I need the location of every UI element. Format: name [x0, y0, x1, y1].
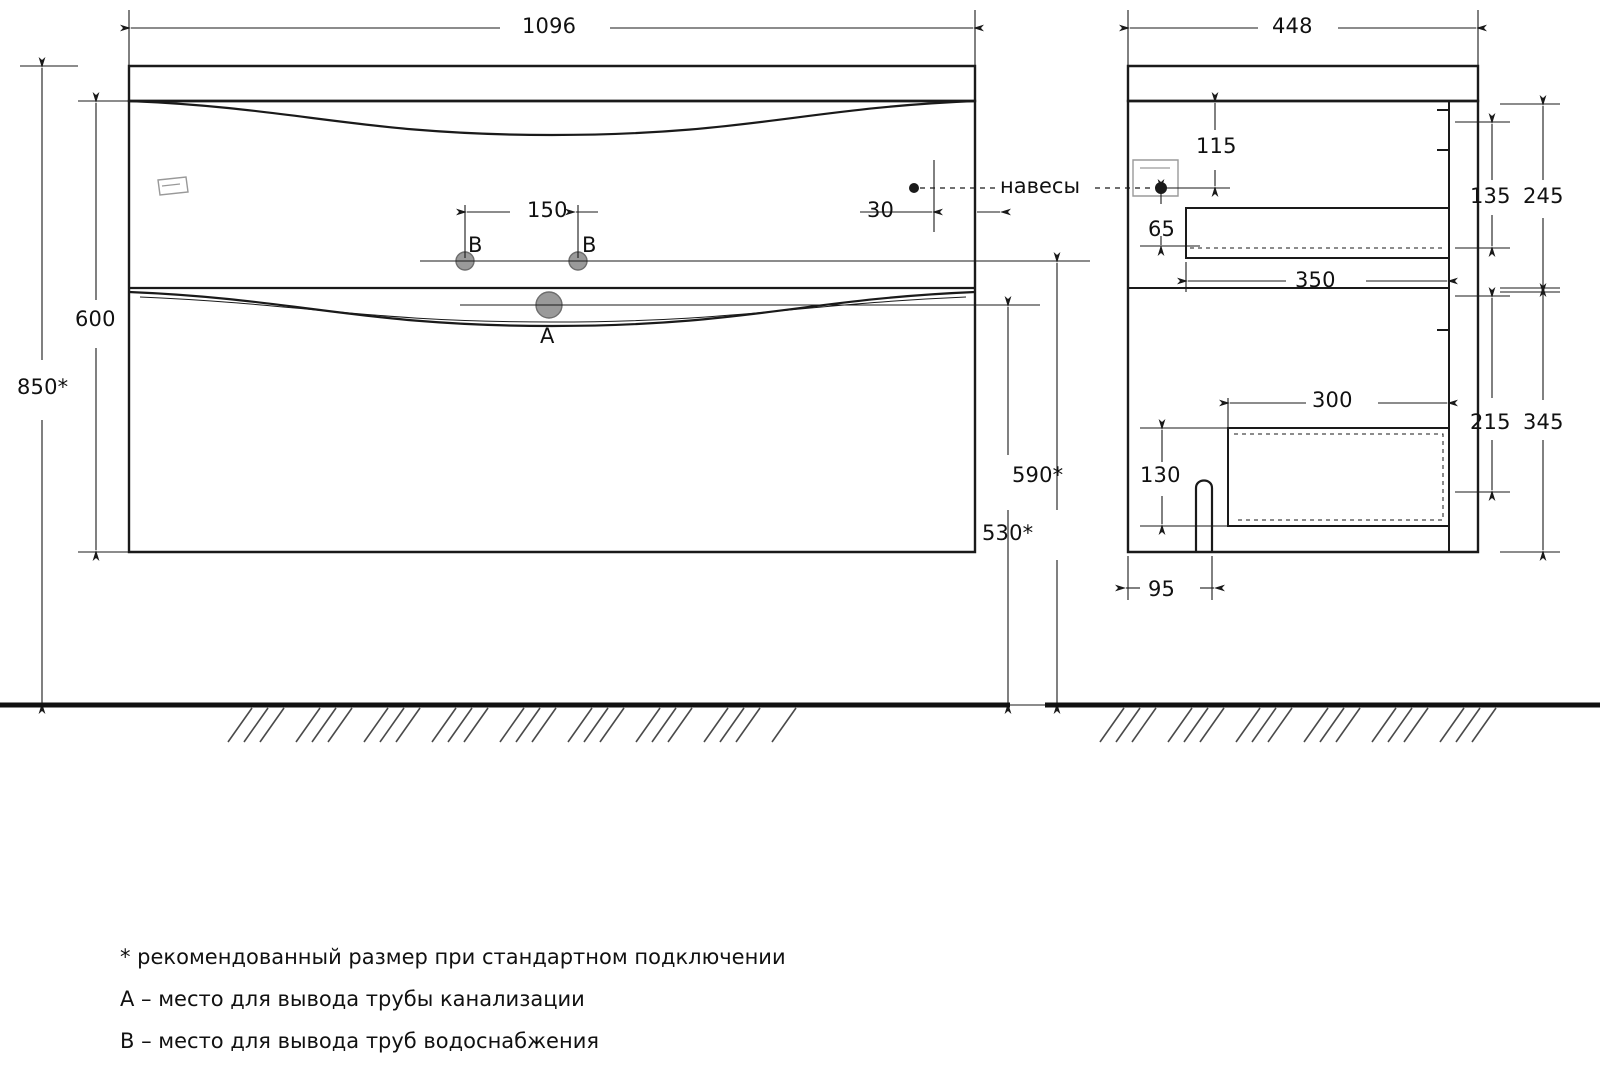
dimension-total-height: 850*: [17, 375, 69, 399]
floor-hatch: [228, 708, 1496, 742]
dimension-top-hang: 115: [1196, 134, 1237, 158]
dimension-lower-inner: 215: [1470, 410, 1511, 434]
legend-water-supply: В – место для вывода труб водоснабжения: [120, 1029, 599, 1053]
dimension-drawer1-depth: 350: [1295, 268, 1336, 292]
dimension-hang-lower: 65: [1148, 217, 1176, 241]
dimension-drawer2-height: 130: [1140, 463, 1181, 487]
mark-b-left: B: [468, 233, 483, 257]
legend-recommended-size: * рекомендованный размер при стандартном подключении: [120, 945, 786, 969]
dimension-drain-height: 590*: [1012, 463, 1064, 487]
dimension-bottom-offset: 95: [1148, 577, 1176, 601]
callout-hangers: навесы: [1000, 174, 1081, 198]
dimension-edge-offset: 30: [867, 198, 895, 222]
dimension-faucet-spacing: 150: [527, 198, 568, 222]
legend-drain-outlet: А – место для вывода трубы канализации: [120, 987, 585, 1011]
dimension-width-total: 1096: [522, 14, 577, 38]
dimension-drawer1-height: 135: [1470, 184, 1511, 208]
dimension-depth-total: 448: [1272, 14, 1313, 38]
dimension-supply-height: 530*: [982, 521, 1034, 545]
dimension-drawer2-depth: 300: [1312, 388, 1353, 412]
dimension-upper-block: 245: [1523, 184, 1564, 208]
dimension-cabinet-height: 600: [75, 307, 116, 331]
dimension-lower-block: 345: [1523, 410, 1564, 434]
mark-b-right: B: [582, 233, 597, 257]
front-view-fixtures: [456, 183, 919, 318]
mark-a: A: [540, 324, 555, 348]
